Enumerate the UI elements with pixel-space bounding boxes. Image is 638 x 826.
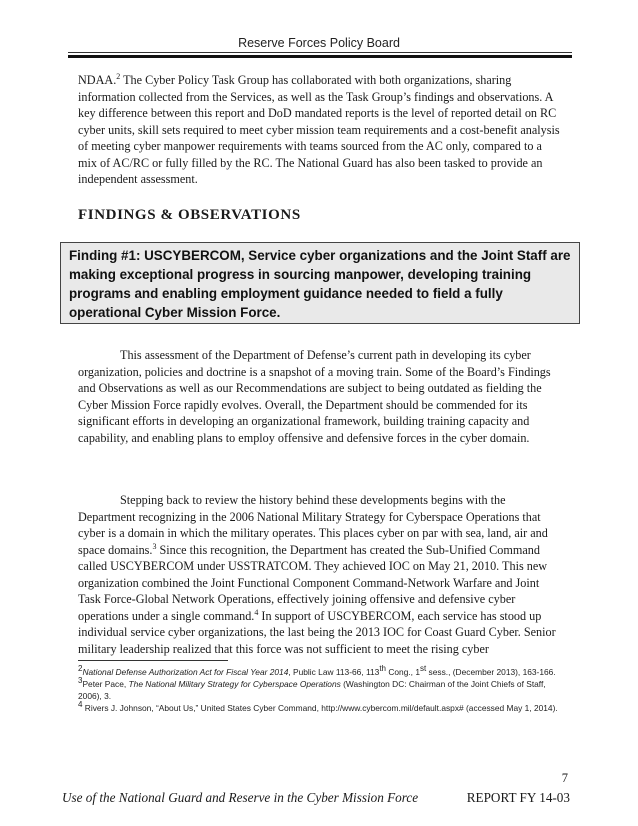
footnote-item	[78, 702, 568, 714]
paragraph-history	[78, 492, 562, 657]
running-header: Reserve Forces Policy Board	[238, 36, 400, 50]
history-text-2: Since this recognition, the Department has created the Sub-Unified Command called USCYBERCOM under USSTRATCOM. They achieved IOC on May 21, 2010. This new organization combined the Joint Functional Component Command-Network Warfare and Joint Task Force-Global Network Operations, effectively joining offensive and defensive cyber operations under a single command.	[78, 542, 548, 623]
footnote-title: The National Military Strategy for Cyberspace Operations	[128, 679, 341, 689]
finding-text: Finding #1: USCYBERCOM, Service cyber organizations and the Joint Staff are making exceptional progress in sourcing manpower, developing training programs and enabling employment guidance needed to field a fully operational Cyber Mission Force.	[69, 248, 571, 320]
footnote-text: sess., (December 2013), 163-166.	[426, 667, 556, 677]
footnote-ref: 2	[116, 71, 121, 81]
footnote-number: 4	[78, 700, 83, 710]
footnote-text: , Public Law 113-66, 113	[288, 667, 380, 677]
footer-report-id: REPORT FY 14-03	[466, 790, 570, 805]
paragraph-assessment: This assessment of the Department of Defense’s current path in developing its cyber organization, policies and doctrine is a snapshot of a moving train. Some of the Board’s Findings and Observations as well as our Recommendations are subject to being outdated as fielding the Cyber Mission Force rapidly evolves. Overall, the Department should be commended for its significant efforts in developing an organizational framework, building training capacity and capability, and enabling plans to employ offensive and defensive forces in the cyber domain.	[78, 348, 551, 445]
header-rule-thick	[68, 55, 572, 58]
footer-title: Use of the National Guard and Reserve in the Cyber Mission Force	[62, 790, 419, 805]
page-number: 7	[561, 771, 568, 785]
intro-lead: NDAA.	[78, 73, 117, 87]
footnote-separator	[78, 660, 228, 661]
footnote-number: 2	[78, 664, 83, 674]
footnotes	[78, 666, 568, 714]
footnote-ref: 3	[152, 541, 157, 551]
intro-text: The Cyber Policy Task Group has collaborated with both organizations, sharing information collected from the Services, as well as the Task Group’s findings and observations. A key difference between this report and DoD mandated reports is the level of reported detail on RC cyber units, skill sets required to meet cyber mission team requirements and a cost-benefit analysis of meeting cyber manpower requirements with teams sourced from the AC only, compared to a mix of AC/RC or fully filled by the RC. The National Guard has also been tasked to provide an independent assessment.	[78, 73, 560, 186]
header-rule-thin	[68, 52, 572, 53]
section-heading: FINDINGS & OBSERVATIONS	[78, 207, 301, 223]
footnote-text: Peter Pace,	[82, 679, 129, 689]
footnote-item	[78, 678, 568, 702]
footnote-ref: 4	[254, 607, 259, 617]
history-text-3: In support of USCYBERCOM, each service has stood up individual service cyber organizations, the last being the 2013 IOC for Coast Guard Cyber. Senior military leadership realized that this force was not sufficient to meet the rising cyber	[78, 608, 556, 656]
intro-paragraph	[78, 72, 562, 188]
finding-box	[60, 242, 580, 324]
footnote-title: National Defense Authorization Act for Fiscal Year 2014	[82, 667, 289, 677]
footnote-ordinal: st	[420, 664, 427, 674]
footnote-ordinal: th	[379, 664, 386, 674]
history-text-1: Stepping back to review the history behind these developments begins with the Department recognizing in the 2006 National Military Strategy for Cyberspace Operations that cyber is a domain in which the military operates. This places cyber on par with sea, land, air and space domains.	[78, 493, 548, 557]
footnote-text: (Washington DC: Chairman of the Joint Chiefs of Staff, 2006), 3.	[78, 679, 546, 701]
footnote-number: 3	[78, 676, 83, 686]
footnote-text: Cong., 1	[386, 667, 420, 677]
footnote-item	[78, 666, 568, 678]
footnote-text: Rivers J. Johnson, “About Us,” United States Cyber Command, http://www.cybercom.mil/default.aspx# (accessed May 1, 2014).	[84, 703, 558, 713]
